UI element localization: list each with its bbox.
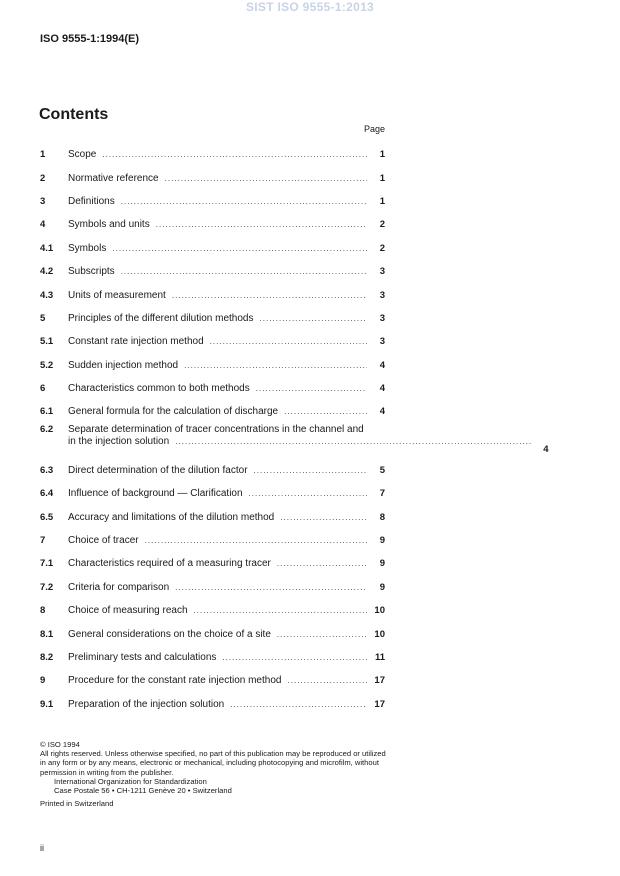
toc-entry[interactable] — [40, 576, 385, 599]
copyright-line: © ISO 1994 — [40, 740, 80, 749]
toc-entry-title: Procedure for the constant rate injection method — [68, 675, 282, 687]
toc-entry-page: 10 — [374, 605, 385, 617]
toc-entry[interactable] — [40, 529, 385, 552]
toc-entry-page: 4 — [543, 443, 549, 455]
toc-entry-title: Symbols — [68, 242, 107, 254]
toc-entry-number: 2 — [40, 172, 46, 184]
toc-entry-page: 3 — [379, 336, 385, 348]
toc-leader-dots — [230, 700, 367, 709]
toc-entry-page: 2 — [379, 242, 385, 254]
rights-statement: All rights reserved. Unless otherwise specified, no part of this publication may be reproduced or utilized in any form or by any means, electronic or mechanical, including photocopying and microfilm, without permission in writing from the publisher. — [40, 749, 386, 777]
toc-entry[interactable] — [40, 260, 385, 283]
toc-entry-page: 1 — [379, 172, 385, 184]
toc-leader-dots — [112, 244, 367, 253]
toc-entry[interactable] — [40, 190, 385, 213]
toc-entry-title: Preparation of the injection solution — [68, 698, 225, 710]
toc-entry-number: 6.5 — [40, 511, 54, 523]
toc-entry-number: 5.2 — [40, 359, 54, 371]
toc-leader-dots — [102, 150, 367, 159]
toc-entry-page: 4 — [379, 359, 385, 371]
toc-leader-dots — [145, 536, 367, 545]
toc-entry-number: 4.1 — [40, 242, 54, 254]
organization-name: International Organization for Standardization — [54, 776, 207, 786]
toc-leader-dots — [277, 559, 367, 568]
toc-leader-dots — [222, 653, 367, 662]
toc-entry-page: 17 — [374, 675, 385, 687]
toc-entry-title: Normative reference — [68, 172, 159, 184]
toc-entry-title: Direct determination of the dilution factor — [68, 464, 248, 476]
toc-entry-page: 8 — [379, 511, 385, 523]
toc-entry-page: 3 — [379, 312, 385, 324]
toc-leader-dots — [172, 291, 367, 300]
toc-entry-title: General considerations on the choice of a site — [68, 628, 271, 640]
toc-entry-number: 8.2 — [40, 652, 54, 663]
page-column-label: Page — [363, 124, 385, 134]
toc-entry-title-continued: in the injection solution — [68, 435, 170, 447]
toc-entry[interactable] — [40, 354, 385, 377]
toc-entry-page: 9 — [379, 581, 385, 593]
toc-entry-number: 6.3 — [40, 464, 54, 476]
toc-entry[interactable] — [40, 330, 385, 353]
toc-entry[interactable] — [40, 307, 385, 330]
toc-entry[interactable] — [40, 166, 385, 189]
toc-entry-page: 4 — [379, 383, 385, 395]
toc-entry-title: Characteristics common to both methods — [68, 383, 250, 395]
toc-entry-page: 1 — [379, 195, 385, 207]
toc-entry-number: 1 — [40, 149, 46, 161]
watermark: SIST ISO 9555-1:2013 — [245, 0, 375, 14]
toc-entry-title: Influence of background — Clarification — [68, 488, 243, 500]
toc-entry[interactable] — [40, 552, 385, 575]
toc-entry-title: Characteristics required of a measuring tracer — [68, 558, 271, 570]
toc-entry-number: 6.4 — [40, 488, 54, 500]
contents-title: Contents — [39, 106, 109, 123]
toc-leader-dots — [284, 407, 367, 416]
toc-entry[interactable] — [40, 482, 385, 505]
organization-address: Case Postale 56 • CH-1211 Genève 20 • Switzerland — [54, 786, 232, 796]
printed-in: Printed in Switzerland — [40, 799, 114, 809]
toc-leader-dots — [165, 174, 367, 183]
toc-entry-number: 8 — [40, 605, 46, 617]
toc-entry-title: Scope — [68, 149, 97, 161]
toc-entry[interactable] — [40, 400, 385, 423]
toc-entry-title: Principles of the different dilution methods — [68, 312, 254, 324]
toc-entry-page: 4 — [379, 406, 385, 418]
toc-entry[interactable] — [40, 213, 385, 236]
toc-entry-number: 5 — [40, 312, 46, 324]
toc-leader-dots — [121, 197, 367, 206]
toc-entry-title: Subscripts — [68, 266, 115, 278]
toc-entry-number: 6.1 — [40, 406, 54, 418]
toc-entry-number: 4 — [40, 219, 46, 231]
toc-entry[interactable] — [40, 669, 385, 692]
toc-leader-dots — [156, 220, 367, 229]
toc-entry[interactable] — [40, 505, 385, 528]
table-of-contents — [40, 143, 549, 716]
toc-entry-number: 7.1 — [40, 558, 54, 570]
toc-entry[interactable] — [40, 459, 385, 482]
toc-entry-number: 4.3 — [40, 289, 54, 301]
toc-entry-title: Symbols and units — [68, 219, 150, 231]
toc-leader-dots — [194, 606, 367, 615]
toc-entry-title: Choice of tracer — [68, 535, 139, 547]
page-number: ii — [40, 843, 44, 853]
toc-leader-dots — [184, 361, 367, 370]
toc-entry-number: 6 — [40, 383, 46, 395]
document-id: ISO 9555-1:1994(E) — [40, 33, 140, 45]
toc-entry-page: 7 — [379, 488, 385, 500]
toc-entry[interactable] — [40, 237, 385, 260]
toc-entry-page: 1 — [379, 149, 385, 161]
toc-entry-page: 3 — [379, 266, 385, 278]
toc-entry[interactable] — [40, 143, 385, 166]
toc-entry-page: 9 — [379, 535, 385, 547]
toc-entry-title: Definitions — [68, 195, 115, 207]
toc-entry[interactable] — [40, 646, 385, 669]
copyright-block — [40, 740, 390, 808]
toc-leader-dots — [280, 513, 367, 522]
toc-entry-number: 7 — [40, 535, 46, 547]
toc-entry-number: 8.1 — [40, 628, 54, 640]
toc-leader-dots — [175, 436, 530, 448]
toc-leader-dots — [256, 384, 367, 393]
toc-leader-dots — [277, 630, 367, 639]
toc-entry-title: Separate determination of tracer concentrations in the channel and — [68, 423, 364, 435]
toc-entry-page: 11 — [374, 652, 385, 663]
toc-entry[interactable] — [40, 599, 385, 622]
toc-entry-page: 2 — [379, 219, 385, 231]
toc-entry-number: 9.1 — [40, 698, 54, 710]
toc-entry[interactable] — [40, 622, 385, 645]
toc-leader-dots — [287, 676, 367, 685]
toc-entry-title: Accuracy and limitations of the dilution method — [68, 511, 275, 523]
toc-leader-dots — [259, 314, 367, 323]
toc-leader-dots — [175, 583, 367, 592]
toc-entry-page: 9 — [379, 558, 385, 570]
toc-entry-page: 10 — [374, 628, 385, 640]
toc-entry-page: 3 — [379, 289, 385, 301]
toc-leader-dots — [254, 466, 367, 475]
toc-entry-number: 7.2 — [40, 581, 54, 593]
toc-entry-number: 4.2 — [40, 266, 54, 278]
toc-entry-number: 9 — [40, 675, 46, 687]
toc-entry[interactable] — [40, 283, 385, 306]
toc-entry-title: Sudden injection method — [68, 359, 179, 371]
toc-entry[interactable] — [40, 693, 385, 716]
toc-leader-dots — [121, 267, 367, 276]
toc-entry-title: General formula for the calculation of discharge — [68, 406, 279, 418]
toc-entry[interactable] — [40, 377, 385, 400]
toc-leader-dots — [210, 337, 367, 346]
toc-leader-dots — [249, 489, 367, 498]
toc-entry-number: 6.2 — [40, 423, 54, 435]
toc-entry-title: Choice of measuring reach — [68, 605, 188, 617]
toc-entry-number: 3 — [40, 195, 46, 207]
toc-entry-title: Units of measurement — [68, 289, 166, 301]
toc-entry-page: 5 — [379, 464, 385, 476]
toc-entry-title: Constant rate injection method — [68, 336, 204, 348]
toc-entry-number: 5.1 — [40, 336, 54, 348]
toc-entry[interactable] — [40, 423, 549, 459]
toc-entry-title: Preliminary tests and calculations — [68, 652, 217, 663]
toc-entry-page: 17 — [374, 698, 385, 710]
toc-entry-title: Criteria for comparison — [68, 581, 170, 593]
